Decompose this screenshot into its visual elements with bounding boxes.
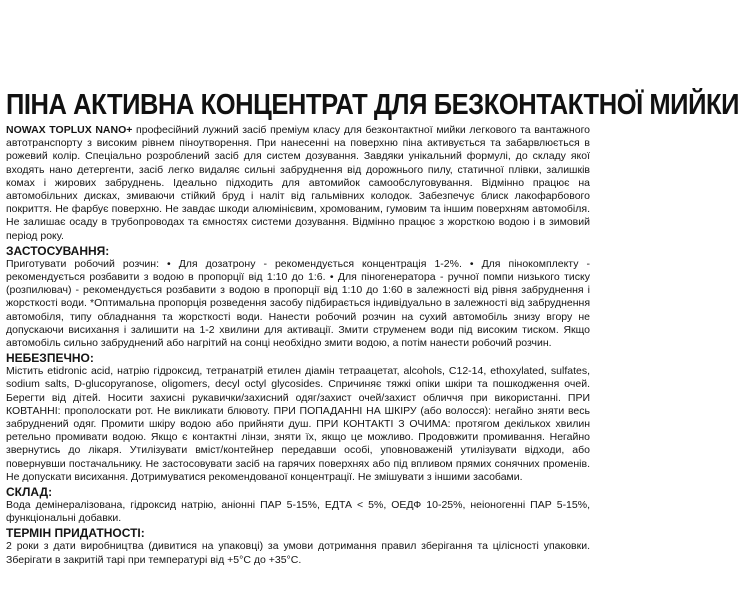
section-text-application: Приготувати робочий розчин: • Для дозатрону - рекомендується концентрація 1-2%. • Для пінокомплекту - рекомендується розбавити з водою в пропорції від 1:10 до 1:6. • Для піногенератора - ручної помпи низького тиску (розпилювач) - рекомендується розбавити з водою в пропорції від 1:10 до 1:60 в залежності від рівня забруднення і жорсткості води. *Оптимальна пропорція розведення засобу підбирається індивідуально в залежності від забруднення автомобіля, типу обладнання та жорсткості води. Нанести робочий розчин на сухий автомобіль знизу вгору не допускаючи висихання і залишити на 1-2 хвилини для активації. Змити струменем води під високим тиском. Якщо автомобіль сильно забруднений або нагрітий на сонці необхідно змити водою, а потім нанести робочий розчин. [6,257,590,350]
section-heading-composition: СКЛАД: [6,485,53,500]
section-text-danger: Містить etidronic acid, натрію гідроксид, тетранатрій етилен діамін тетраацетат, alcohols, C12-14, ethoxylated, sulfates, sodium salts, D-glucopyranose, oligomers, decyl octyl glycosides. Спричиняє тяжкі опіки шкіри та пошкодження очей. Берегти від дітей. Носити захисні рукавички/захисний одяг/захист очей/захист обличчя при використанні. ПРИ КОВТАННІ: прополоскати рот. Не викликати блювоту. ПРИ ПОПАДАННІ НА ШКІРУ (або волосся): негайно зняти весь забруднений одяг. Промити шкіру водою або прийняти душ. ПРИ КОНТАКТІ З ОЧИМА: протягом декількох хвилин ретельно промивати водою. Якщо є контактні лінзи, зняти їх, якщо це можливо. Продовжити промивання. Негайно звернутись до лікаря. Утилізувати вміст/контейнер передавши особі, уповноваженій утилізувати відходи, або повернувши постачальнику. Не застосовувати засіб на гарячих поверхнях або під впливом прямих сонячних променів. Не допускати висихання. Дотримуватися рекомендованої концентрації. Не змішувати з іншими засобами. [6,365,590,483]
product-name: NOWAX TOPLUX NANO+ [6,124,133,136]
section-heading-danger: НЕБЕЗПЕЧНО: [6,351,94,366]
section-heading-application: ЗАСТОСУВАННЯ: [6,243,110,258]
section-text-composition: Вода демінералізована, гідроксид натрію, аніонні ПАР 5-15%, ЕДТА < 5%, ОЕДФ 10-25%, неіоногенні ПАР 5-15%, функціональні добавки. [6,499,590,525]
page-title: ПІНА АКТИВНА КОНЦЕНТРАТ ДЛЯ БЕЗКОНТАКТНОЇ МИЙКИ [6,89,739,121]
intro-text: професійний лужний засіб преміум класу для безконтактної мийки легкового та вантажного автотранспорту з високим рівнем піноутворення. При нанесенні на поверхню піна активується та забарвлюється в рожевий колір. Спеціально розроблений засіб для систем дозування. Завдяки унікальний формулі, до складу якої входять нано детергенти, засіб легко видаляє сильні забруднення від дорожнього пилу, статичної плівки, залишків комах і жирових забруднень. Ідеально підходить для автомийок самообслуговування. Відмінно працює на автомобільних дисках, змиваючи стійкий бруд і наліт від гальмівних колодок. Забезпечує блиск лакофарбового покриття. Не фарбує поверхню. Не завдає шкоди алюмінієвим, хромованим, гумовим та іншим поверхням автомобіля. Не залишає осаду в трубопроводах та ємностях системи дозування. Відмінно працює з жорсткою водою і в зимовий період року. [6,124,591,242]
label-body [6,124,590,567]
section-heading-shelf-life: ТЕРМІН ПРИДАТНОСТІ: [6,526,145,541]
intro-paragraph [6,124,590,243]
section-text-shelf-life: 2 роки з дати виробництва (дивитися на упаковці) за умови дотримання правил зберігання та цілісності упаковки. Зберігати в закритій тарі при температурі від +5°С до +35°С. [6,540,590,566]
